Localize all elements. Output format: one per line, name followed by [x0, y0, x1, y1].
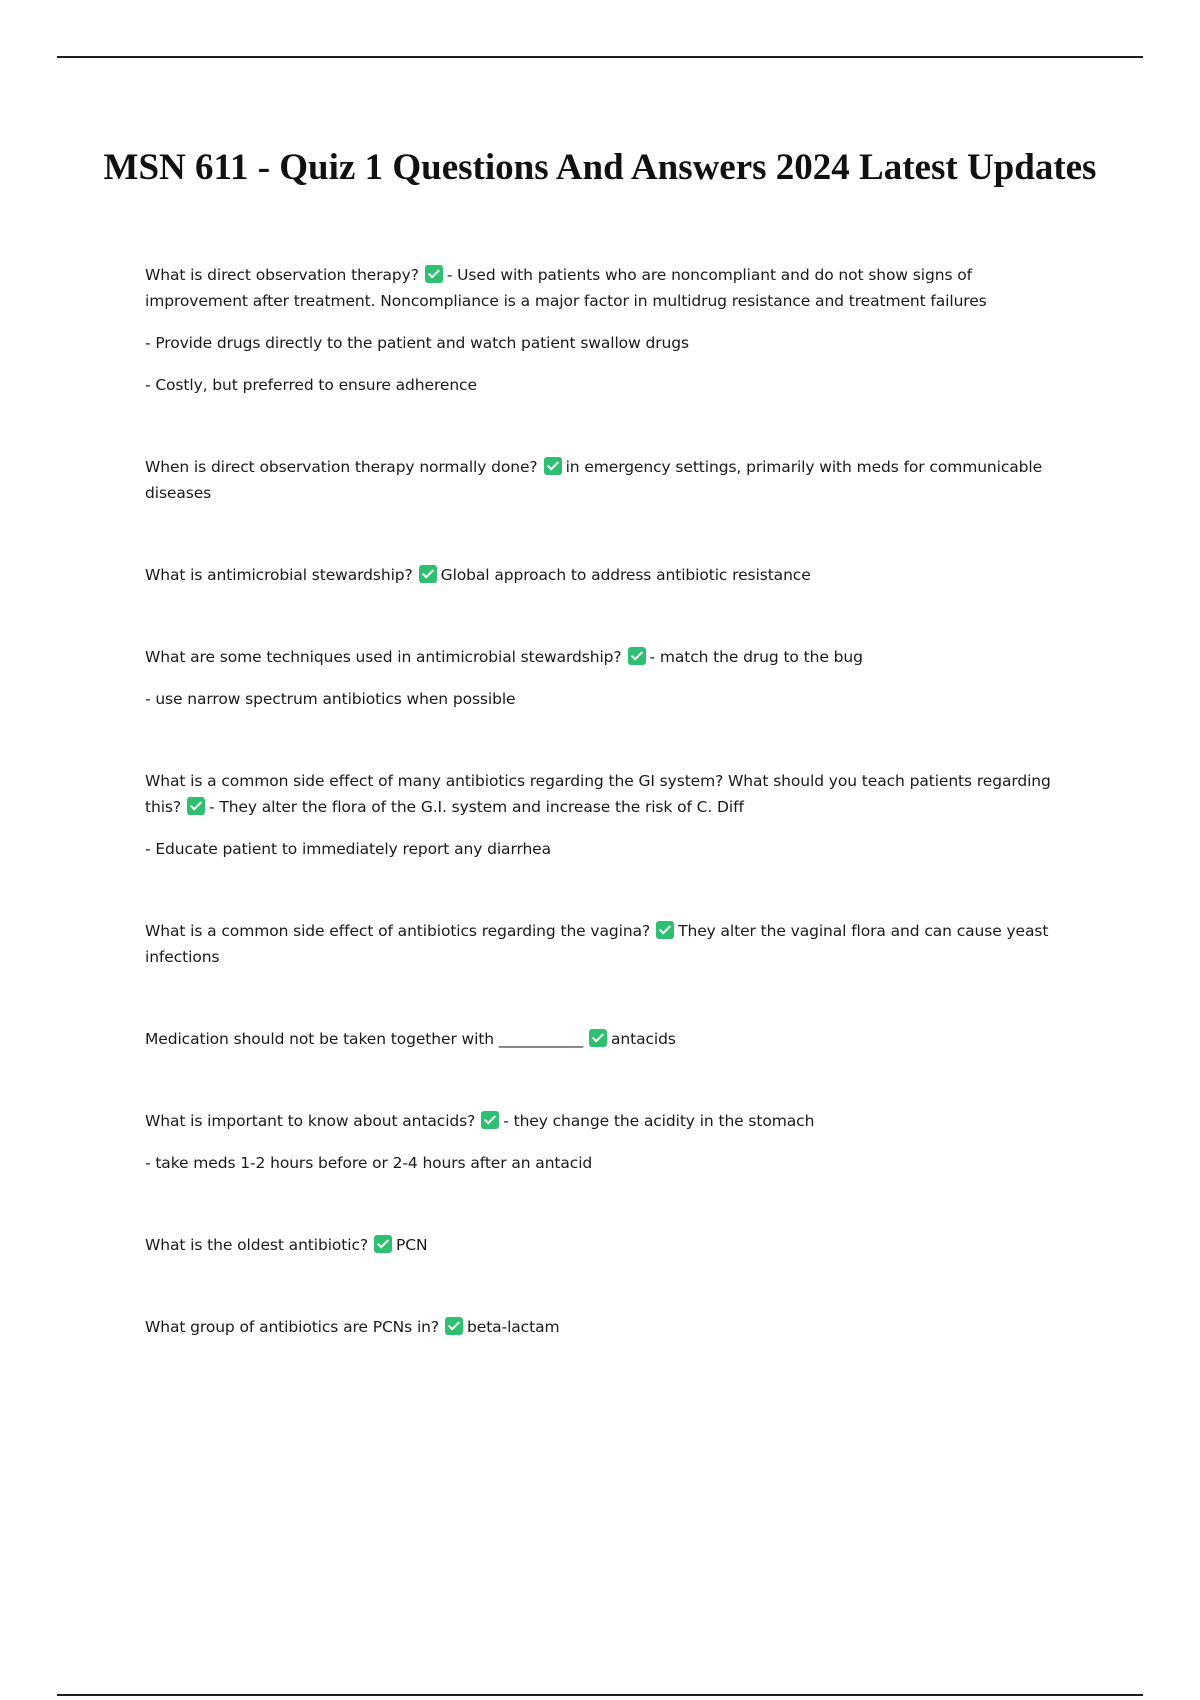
qa-item: [145, 454, 1065, 506]
checkmark-icon: [445, 1317, 463, 1335]
answer-detail: - Provide drugs directly to the patient and watch patient swallow drugs: [145, 334, 689, 352]
checkmark-icon: [589, 1029, 607, 1047]
answer-text: Global approach to address antibiotic resistance: [440, 566, 811, 584]
answer-detail: - take meds 1-2 hours before or 2-4 hours after an antacid: [145, 1154, 593, 1172]
question-text: What is important to know about antacids?: [145, 1112, 476, 1130]
qa-question-line: [145, 768, 1065, 820]
qa-item: [145, 1232, 1065, 1258]
question-text: Medication should not be taken together with ___________: [145, 1030, 584, 1048]
checkmark-icon: [425, 265, 443, 283]
checkmark-icon: [656, 921, 674, 939]
answer-text: - match the drug to the bug: [649, 648, 863, 666]
qa-item: [145, 644, 1065, 712]
top-rule: [57, 56, 1143, 58]
qa-question-line: [145, 1314, 1065, 1340]
qa-item: [145, 1026, 1065, 1052]
qa-item: [145, 768, 1065, 862]
question-text: What is the oldest antibiotic?: [145, 1236, 369, 1254]
qa-item: [145, 1108, 1065, 1176]
answer-detail: - Costly, but preferred to ensure adherence: [145, 376, 477, 394]
answer-text: - Used with patients who are noncompliant and do not show signs of improvement after treatment. Noncompliance is a major factor in multidrug resistance and treatment failures: [145, 266, 987, 310]
question-text: What is direct observation therapy?: [145, 266, 419, 284]
qa-question-line: [145, 262, 1065, 314]
document-title: MSN 611 - Quiz 1 Questions And Answers 2024 Latest Updates: [103, 147, 1097, 188]
question-text: What is a common side effect of many antibiotics regarding the GI system? What should you teach patients regarding this?: [145, 772, 1051, 816]
qa-item: [145, 1314, 1065, 1340]
answer-detail: - Educate patient to immediately report any diarrhea: [145, 840, 552, 858]
answer-text: antacids: [611, 1030, 676, 1048]
qa-item: [145, 262, 1065, 398]
qa-list: [145, 262, 1065, 1356]
answer-text: in emergency settings, primarily with meds for communicable diseases: [145, 458, 1043, 502]
question-text: When is direct observation therapy normally done?: [145, 458, 538, 476]
answer-text: beta-lactam: [467, 1318, 560, 1336]
answer-text: - They alter the flora of the G.I. system and increase the risk of C. Diff: [209, 798, 744, 816]
answer-text: They alter the vaginal flora and can cause yeast infections: [145, 922, 1049, 966]
qa-item: [145, 918, 1065, 970]
answer-detail: - use narrow spectrum antibiotics when possible: [145, 690, 516, 708]
checkmark-icon: [187, 797, 205, 815]
qa-question-line: [145, 1026, 1065, 1052]
bottom-rule: [57, 1694, 1143, 1696]
question-text: What is antimicrobial stewardship?: [145, 566, 413, 584]
checkmark-icon: [374, 1235, 392, 1253]
qa-question-line: [145, 918, 1065, 970]
checkmark-icon: [544, 457, 562, 475]
checkmark-icon: [628, 647, 646, 665]
qa-item: [145, 562, 1065, 588]
checkmark-icon: [419, 565, 437, 583]
answer-text: PCN: [396, 1236, 428, 1254]
question-text: What are some techniques used in antimicrobial stewardship?: [145, 648, 622, 666]
checkmark-icon: [481, 1111, 499, 1129]
qa-question-line: [145, 454, 1065, 506]
answer-text: - they change the acidity in the stomach: [503, 1112, 815, 1130]
question-text: What is a common side effect of antibiotics regarding the vagina?: [145, 922, 651, 940]
qa-question-line: [145, 562, 1065, 588]
qa-question-line: [145, 1232, 1065, 1258]
question-text: What group of antibiotics are PCNs in?: [145, 1318, 440, 1336]
qa-question-line: [145, 644, 1065, 670]
qa-question-line: [145, 1108, 1065, 1134]
